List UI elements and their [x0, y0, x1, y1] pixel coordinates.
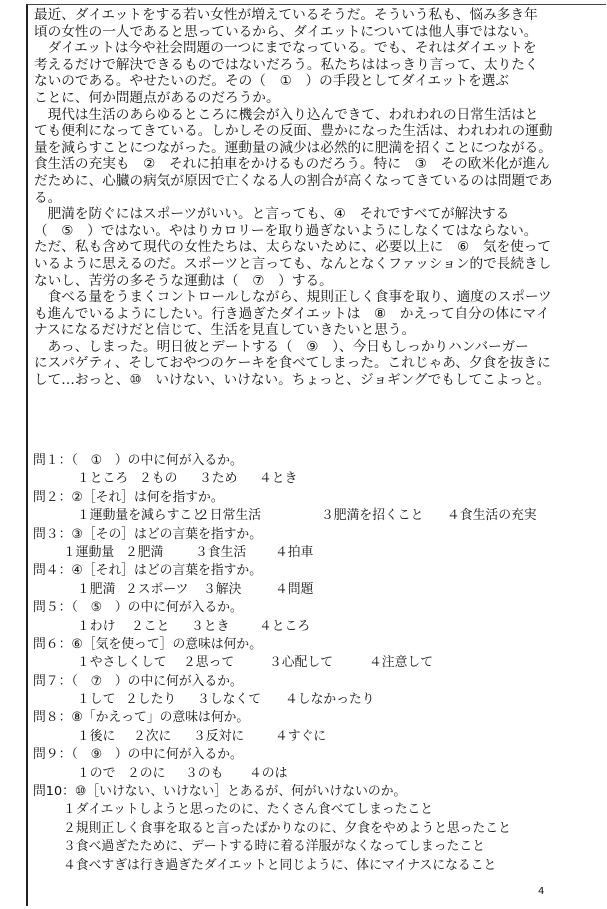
question-8	[33, 709, 601, 746]
answer-option-4[interactable]: ４とき	[259, 471, 298, 487]
answer-options	[33, 507, 601, 525]
passage-line: 食べる量をうまくコントロールしながら、規則正しく食事を取り、適度のスポーツ	[47, 289, 552, 306]
question-6	[33, 636, 601, 673]
passage-line: いるように思えるのだ。スポーツと言っても、なんとなくファッション的で長続きし	[34, 255, 552, 272]
question-prompt: （ ⑤ ）の中に何が入るか。	[71, 600, 243, 616]
answer-options	[33, 691, 601, 709]
passage-line: ダイエットは今や社会問題の一つにまでなっている。でも、それはダイエットを	[47, 40, 537, 57]
answer-option-3[interactable]: ３肥満を招くこと	[321, 508, 424, 524]
answer-option-3[interactable]: ３心配して	[269, 655, 333, 671]
answer-option-4[interactable]: ４のは	[249, 765, 288, 781]
passage-line: ことに、何か問題点があるのだろうか。	[34, 89, 280, 106]
passage-line: 食生活の充実も ② それに拍車をかけるものだろう。特に ③ その欧米化が進ん	[34, 156, 550, 173]
question-label: 問２：	[33, 489, 72, 505]
passage-line: して…おっと、⑩ いけない、いけない。ちょっと、ジョギングでもしてこよっと。	[34, 372, 551, 389]
passage-line: る。	[34, 189, 62, 206]
passage-line: ても便利になってきている。しかしその反面、豊かになった生活は、われわれの運動	[34, 123, 553, 140]
answer-option-3[interactable]: ３食生活	[195, 544, 247, 560]
answer-option-1[interactable]: １後に	[77, 728, 116, 744]
answer-option-1[interactable]: １わけ	[77, 618, 116, 634]
answer-options	[33, 470, 601, 488]
answer-option-2[interactable]: ２もの	[139, 471, 178, 487]
passage-line: 考えるだけで解決できるものではないだろう。私たちははっきり言って、太りたく	[34, 56, 539, 73]
question-text	[33, 489, 601, 507]
answer-option-4[interactable]: ４食べすぎは行き過ぎたダイエットと同じように、体にマイナスになること	[63, 857, 497, 873]
question-label: 問６：	[33, 636, 72, 652]
passage-line: も進んでいるようにしたい。行き過ぎたダイエットは ⑧ かえって自分の体にマイ	[34, 305, 550, 322]
answer-option-3[interactable]: ３反対に	[193, 728, 245, 744]
answer-option-3[interactable]: ３とき	[191, 618, 230, 634]
question-label: 問10：	[33, 784, 75, 800]
question-prompt: ④［それ］はどの言葉を指すか。	[71, 563, 263, 579]
answer-option-2[interactable]: ２肥満	[125, 544, 164, 560]
question-text	[33, 746, 601, 764]
question-label: 問１：	[33, 453, 72, 468]
question-prompt: （ ⑨ ）の中に何が入るか。	[71, 747, 243, 763]
answer-option-4[interactable]: ４拍車	[275, 544, 314, 560]
passage-line: ないし、苦労の多そうな運動は（ ⑦ ）する。	[34, 272, 333, 289]
answer-option-2[interactable]: ２したり	[125, 692, 177, 708]
question-5	[33, 599, 601, 636]
question-1	[33, 452, 601, 489]
question-3	[33, 526, 601, 563]
question-text	[33, 452, 601, 470]
answer-option-1[interactable]: １運動量	[63, 544, 115, 560]
question-10	[33, 783, 601, 875]
answer-option-2[interactable]: ２思って	[183, 655, 235, 671]
question-4	[33, 562, 601, 599]
page-number: 4	[538, 886, 545, 897]
passage-line: ないのである。やせたいのだ。その（ ① ）の手段としてダイエットを選ぶ	[34, 73, 510, 90]
question-2	[33, 489, 601, 526]
passage-line: にスパゲティ、そしておやつのケーキを食べてしまった。これじゃあ、夕食を抜きに	[34, 355, 551, 372]
question-prompt: ⑩［いけない、いけない］とあるが、何がいけないのか。	[74, 784, 407, 800]
reading-passage	[34, 7, 602, 389]
answer-option-2[interactable]: ２規則正しく食事を取ると言ったばかりなのに、夕食をやめようと思ったこと	[63, 820, 511, 836]
answer-option-1[interactable]: １肥満	[77, 581, 116, 597]
answer-option-4[interactable]: ４すぐに	[275, 728, 327, 744]
answer-options	[33, 654, 601, 672]
question-label: 問８：	[33, 710, 72, 726]
question-text	[33, 526, 601, 544]
answer-option-4[interactable]: ４ところ	[259, 618, 311, 634]
question-text	[33, 783, 601, 801]
question-prompt: （ ⑦ ）の中に何が入るか。	[71, 673, 243, 689]
answer-options	[33, 581, 601, 599]
answer-option-3[interactable]: ３ため	[199, 471, 238, 487]
answer-option-2[interactable]: ２こと	[131, 618, 170, 634]
answer-option-1[interactable]: １やさしくして	[77, 655, 167, 671]
answer-option-4[interactable]: ４食生活の充実	[447, 508, 537, 524]
answer-option-1[interactable]: １して	[77, 692, 116, 708]
passage-line: ナスになるだけだと信じて、生活を見直していきたいと思う。	[34, 322, 416, 339]
answer-option-3[interactable]: ３解決	[203, 581, 242, 597]
answer-option-2[interactable]: ２次に	[133, 728, 172, 744]
passage-line: だために、心臓の病気が原因で亡くなる人の割合が高くなってきているのは問題であ	[34, 172, 553, 189]
question-text	[33, 673, 601, 691]
passage-line: 現代は生活のあらゆるところに機会が入り込んできて、われわれの日常生活はと	[47, 106, 539, 123]
answer-option-1[interactable]: １運動量を減らすこと	[77, 508, 205, 524]
question-label: 問４：	[33, 563, 72, 579]
question-prompt: ⑥［気を使って］の意味は何か。	[71, 636, 263, 652]
answer-options	[33, 801, 601, 875]
question-7	[33, 673, 601, 710]
passage-line: あっ、しまった。明日彼とデートする（ ⑨ ）、今日もしっかりハンバーガー	[47, 338, 529, 355]
question-prompt: （ ① ）の中に何が入るか。	[71, 453, 243, 468]
question-prompt: ⑧「かえって」の意味は何か。	[71, 710, 250, 726]
passage-line: 最近、ダイエットをする若い女性が増えているそうだ。そういう私も、悩み多き年	[34, 7, 538, 23]
passage-line: （ ⑤ ）ではない。やはりカロリーを取り過ぎないようにしなくてはならない。	[34, 222, 538, 239]
answer-options	[33, 765, 601, 783]
answer-option-2[interactable]: ２スポーツ	[125, 581, 189, 597]
question-prompt: ③［その］はどの言葉を指すか。	[71, 526, 263, 542]
question-text	[33, 562, 601, 580]
answer-option-4[interactable]: ４注意して	[369, 655, 433, 671]
passage-line: 肥満を防ぐにはスポーツがいい。と言っても、④ それですべてが解決する	[47, 206, 510, 223]
passage-line: 頃の女性の一人であると思っているから、ダイエットについては他人事ではない。	[34, 23, 538, 40]
answer-option-4[interactable]: ４問題	[275, 581, 314, 597]
answer-options	[33, 728, 601, 746]
question-label: 問７：	[33, 673, 72, 689]
answer-option-2[interactable]: ２のに	[127, 765, 166, 781]
answer-option-2[interactable]: ２日常生活	[197, 508, 261, 524]
question-text	[33, 599, 601, 617]
question-text	[33, 709, 601, 727]
answer-option-3[interactable]: ３しなくて	[197, 692, 261, 708]
answer-option-1[interactable]: １ので	[77, 765, 116, 781]
question-9	[33, 746, 601, 783]
question-text	[33, 636, 601, 654]
answer-option-3[interactable]: ３食べ過ぎたために、デートする時に着る洋服がなくなってしまったこと	[63, 839, 485, 855]
passage-line: ただ、私も含めて現代の女性たちは、太らないために、必要以上に ⑥ 気を使って	[34, 239, 552, 256]
answer-option-1[interactable]: １ところ	[77, 471, 129, 487]
answer-option-4[interactable]: ４しなかったり	[285, 692, 375, 708]
answer-options	[33, 544, 601, 562]
question-label: 問９：	[33, 747, 72, 763]
question-prompt: ②［それ］は何を指すか。	[71, 489, 224, 505]
question-label: 問３：	[33, 526, 72, 542]
question-label: 問５：	[33, 600, 72, 616]
answer-option-1[interactable]: １ダイエットしようと思ったのに、たくさん食べてしまったこと	[63, 802, 434, 818]
passage-line: 量を減らすことにつながった。運動量の減少は必然的に肥満を招くことにつながる。	[34, 139, 552, 156]
answer-options	[33, 618, 601, 636]
answer-option-3[interactable]: ３のも	[185, 765, 224, 781]
question-list	[33, 452, 601, 875]
